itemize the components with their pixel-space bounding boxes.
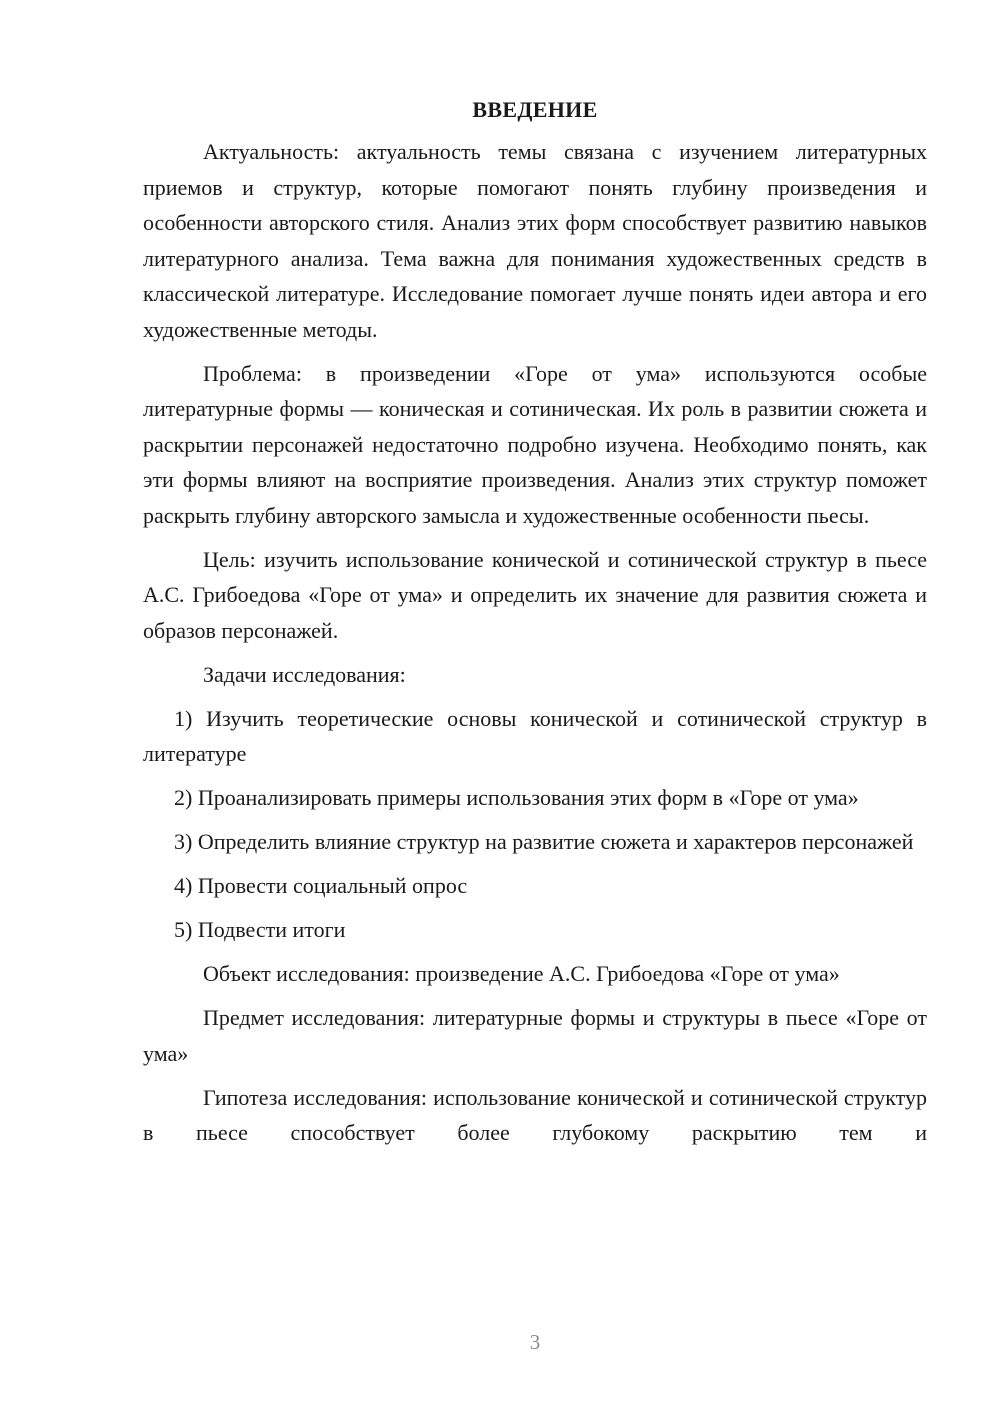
paragraph-problem: Проблема: в произведении «Горе от ума» используются особые литературные формы — коническая и сотиническая. Их роль в развитии сюжета и раскрытии персонажей недостаточно подробно изучена. Необходимо понять, как эти формы влияют на восприятие произведения. Анализ этих структур поможет раскрыть глубину авторского замысла и художественные особенности пьесы. <box>143 360 927 528</box>
task-item-5: 5) Подвести итоги <box>174 917 346 942</box>
paragraph-goal: Цель: изучить использование конической и сотинической структур в пьесе А.С. Грибоедова «Горе от ума» и определить их значение для развития сюжета и образов персонажей. <box>143 546 927 643</box>
task-item-1: 1) Изучить теоретические основы конической и сотинической структур в литературе <box>143 705 927 766</box>
paragraph-tasks-heading: Задачи исследования: <box>203 661 406 687</box>
section-title: ВВЕДЕНИЕ <box>472 97 598 122</box>
document-page <box>143 92 927 1151</box>
paragraph-object: Объект исследования: произведение А.С. Грибоедова «Горе от ума» <box>203 961 840 986</box>
paragraph-relevance: Актуальность: актуальность темы связана с изучением литературных приемов и структур, которые помогают понять глубину произведения и особенности авторского стиля. Анализ этих форм способствует развитию навыков литературного анализа. Тема важна для понимания художественных средств в классической литературе. Исследование помогает лучше понять идеи автора и его художественные методы. <box>143 139 927 342</box>
paragraph-hypothesis: Гипотеза исследования: использование конической и сотинической структур в пьесе способствует более глубокому раскрытию тем и <box>143 1084 927 1145</box>
paragraph-subject: Предмет исследования: литературные формы и структуры в пьесе «Горе от ума» <box>143 1005 927 1066</box>
task-item-3: 3) Определить влияние структур на развитие сюжета и характеров персонажей <box>174 829 914 854</box>
task-item-4: 4) Провести социальный опрос <box>174 873 468 898</box>
page-number: 3 <box>529 1330 541 1354</box>
task-item-2: 2) Проанализировать примеры использования этих форм в «Горе от ума» <box>174 785 859 810</box>
